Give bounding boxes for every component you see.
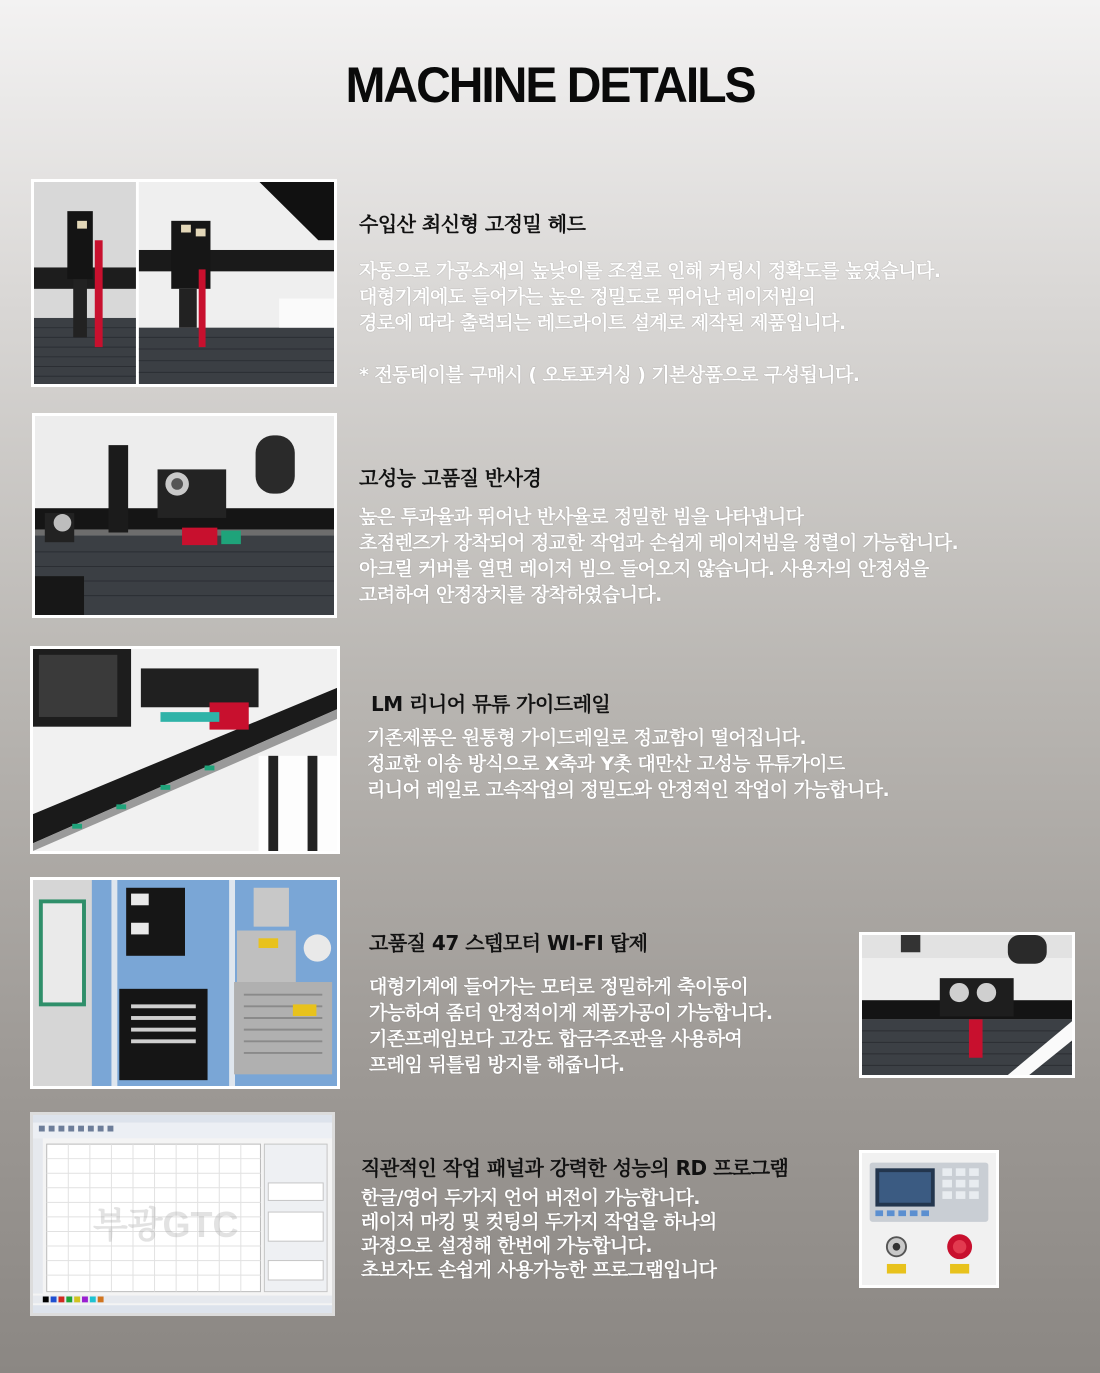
- control-panel-photo: [859, 1150, 999, 1288]
- description-line: 대형기계에도 들어가는 높은 정밀도로 뛰어난 레이저빔의: [359, 286, 816, 308]
- stepper-motor-photo: [30, 877, 340, 1089]
- description-line: 정교한 이송 방식으로 X축과 Y촛 대만산 고성능 뮤튜가이드: [367, 753, 845, 775]
- section-heading: 직관적인 작업 패널과 강력한 성능의 RD 프로그램: [361, 1156, 789, 1180]
- section-heading: 고품질 47 스텝모터 WI-FI 탑제: [369, 931, 648, 955]
- description-line: 한글/영어 두가지 언어 버전이 가능합니다.: [361, 1187, 700, 1209]
- description-line: 고려하여 안정장치를 장착하였습니다.: [359, 584, 662, 606]
- gantry-photo: [859, 932, 1075, 1078]
- page-title: MACHINE DETAILS: [345, 57, 755, 114]
- software-watermark: 부광GTC: [93, 1204, 239, 1245]
- section-heading: 수입산 최신형 고정밀 헤드: [359, 212, 586, 236]
- description-line: 프레임 뒤틀림 방지를 해줍니다.: [369, 1054, 625, 1076]
- section-description: [361, 1186, 717, 1282]
- description-line: 초보자도 손쉽게 사용가능한 프로그램입니다: [361, 1259, 717, 1281]
- rd-software-screenshot: [30, 1112, 335, 1316]
- description-line: 레이저 마킹 및 컷팅의 두가지 작업을 하나의: [361, 1211, 717, 1233]
- section-description: [367, 725, 889, 803]
- description-line: 대형기계에 들어가는 모터로 정밀하게 축이동이: [369, 976, 749, 998]
- section-heading: 고성능 고품질 반사경: [359, 466, 542, 490]
- section-description: [369, 974, 773, 1078]
- section-description: [359, 504, 958, 608]
- description-line: 초점렌즈가 장착되어 정교한 작업과 손쉽게 레이저빔을 정렬이 가능합니다.: [359, 532, 959, 554]
- guide-rail-photo: [30, 646, 340, 854]
- section-heading: LM 리니어 뮤튜 가이드레일: [371, 692, 611, 716]
- description-line: * 전동테이블 구매시 ( 오토포커싱 ) 기본상품으로 구성됩니다.: [359, 364, 860, 386]
- section-description: [359, 258, 940, 388]
- description-line: 기존제품은 원통형 가이드레일로 정교함이 떨어집니다.: [367, 727, 807, 749]
- description-line: 아크릴 커버를 열면 레이저 빔으 들어오지 않습니다. 사용자의 안정성을: [359, 558, 929, 580]
- description-line: 기존프레임보다 고강도 합금주조판을 사용하여: [369, 1028, 743, 1050]
- description-line: [359, 336, 940, 362]
- description-line: 자동으로 가공소재의 높낮이를 조절로 인해 커팅시 정확도를 높였습니다.: [359, 260, 941, 282]
- description-line: 과정으로 설정해 한번에 가능합니다.: [361, 1235, 652, 1257]
- laser-head-photo: [31, 179, 337, 387]
- mirror-photo: [32, 413, 337, 618]
- description-line: 가능하여 좀더 안정적이게 제품가공이 가능합니다.: [369, 1002, 773, 1024]
- description-line: 리니어 레일로 고속작업의 정밀도와 안정적인 작업이 가능합니다.: [367, 779, 890, 801]
- description-line: 경로에 따라 출력되는 레드라이트 설계로 제작된 제품입니다.: [359, 312, 846, 334]
- description-line: 높은 투과율과 뛰어난 반사율로 정밀한 빔을 나타냅니다: [359, 506, 804, 528]
